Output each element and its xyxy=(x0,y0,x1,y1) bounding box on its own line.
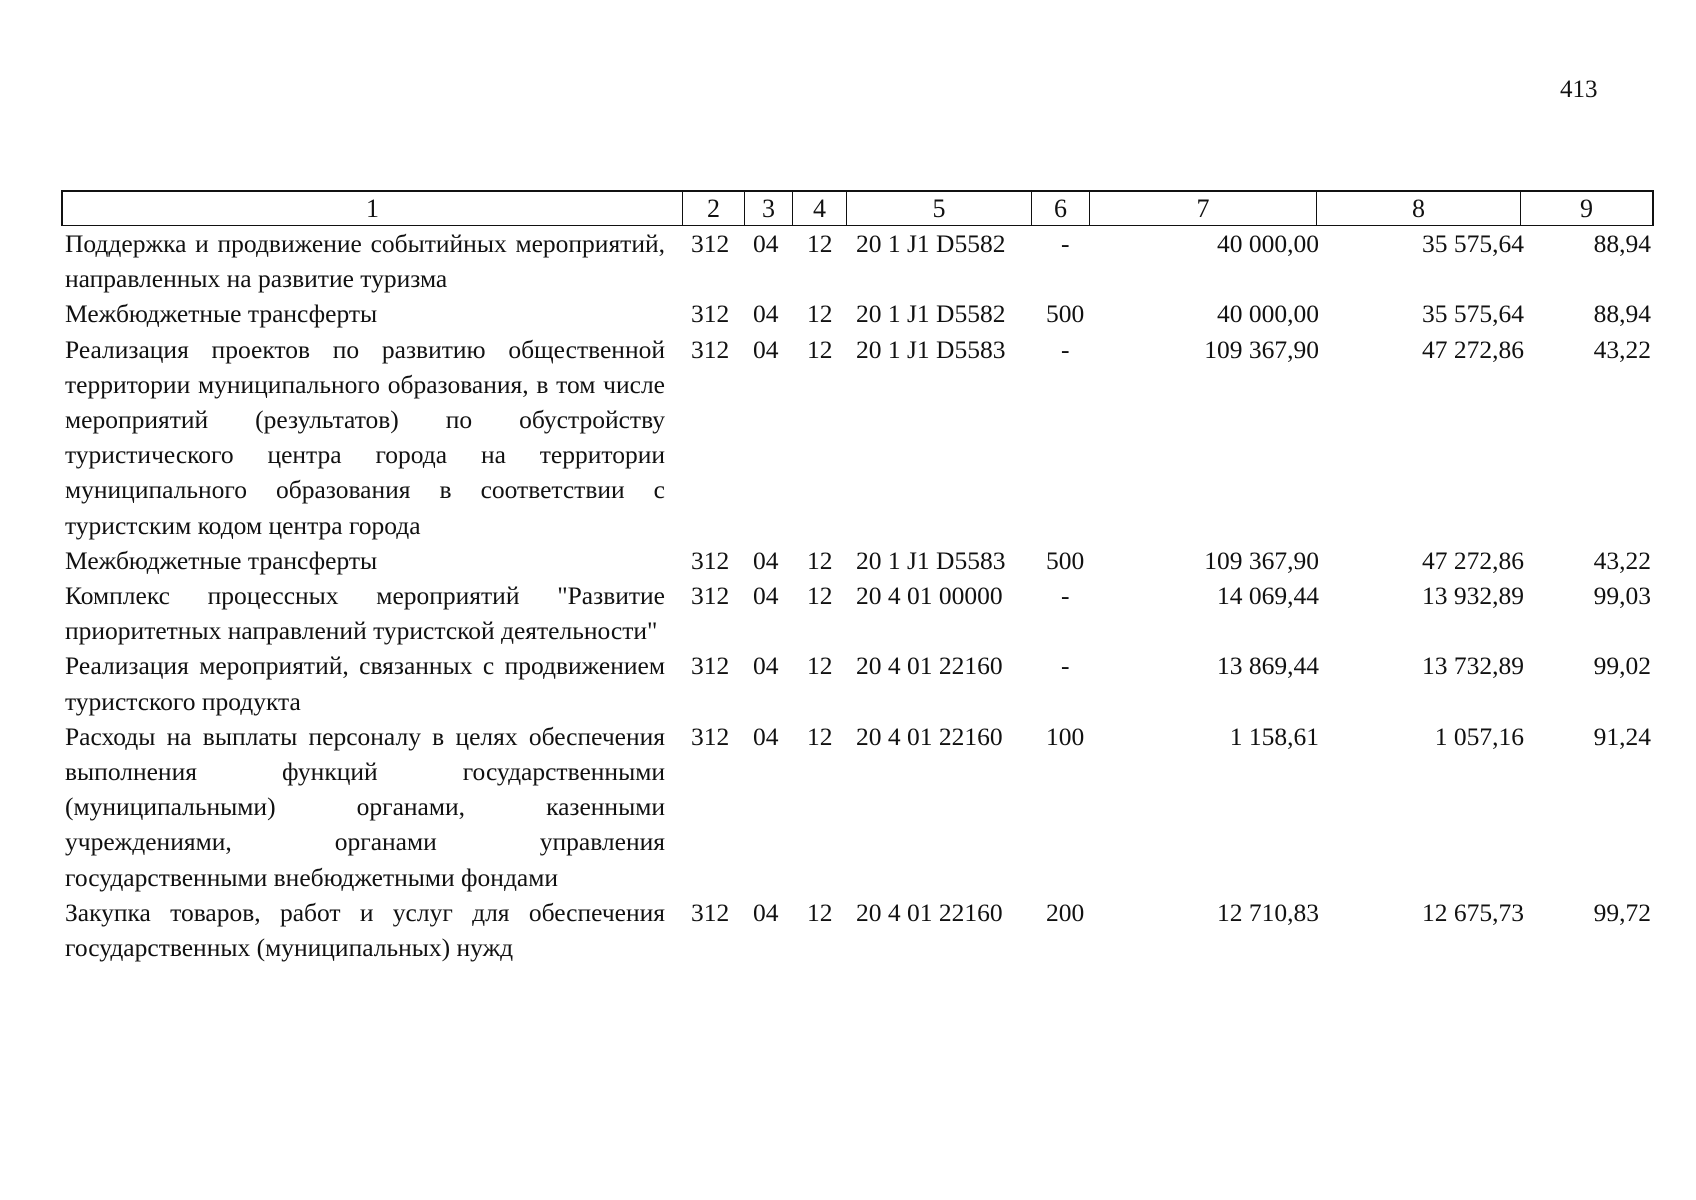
page-number: 413 xyxy=(1560,76,1598,103)
table-row xyxy=(61,332,1654,543)
row-planned-amount: 1 158,61 xyxy=(1229,721,1319,751)
row-code-target: 20 4 01 00000 xyxy=(856,581,1003,611)
header-col-3: 3 xyxy=(745,192,793,225)
row-code-target: 20 1 J1 D5582 xyxy=(856,229,1006,258)
header-col-9: 9 xyxy=(1580,194,1593,223)
table-row xyxy=(61,296,1654,331)
row-code-section: 04 xyxy=(753,651,779,681)
row-description: Реализация мероприятий, связанных с продвижением туристского продукта xyxy=(65,651,665,716)
header-col-8: 8 xyxy=(1317,192,1521,225)
row-code-section: 04 xyxy=(753,334,779,364)
row-code-expense-type: - xyxy=(1061,581,1070,611)
row-code-section: 04 xyxy=(753,545,779,575)
row-actual-amount: 13 732,89 xyxy=(1422,651,1524,681)
row-code-target: 20 1 J1 D5582 xyxy=(856,299,1006,329)
row-percent: 99,03 xyxy=(1593,581,1651,611)
row-code-admin: 312 xyxy=(691,721,730,751)
row-planned-amount: 13 869,44 xyxy=(1217,651,1319,681)
budget-table xyxy=(61,190,1654,965)
table-row xyxy=(61,578,1654,648)
row-description: Комплекс процессных мероприятий "Развитие приоритетных направлений туристской деятельности" xyxy=(65,581,665,646)
row-code-section: 04 xyxy=(753,299,779,329)
header-col-1: 1 xyxy=(63,192,683,225)
row-code-subsection: 12 xyxy=(807,545,833,575)
row-actual-amount: 47 272,86 xyxy=(1422,545,1524,575)
row-percent: 43,22 xyxy=(1593,545,1651,575)
row-code-admin: 312 xyxy=(691,334,730,364)
row-description: Поддержка и продвижение событийных мероприятий, направленных на развитие туризма xyxy=(65,229,665,294)
row-code-section: 04 xyxy=(753,229,779,258)
row-percent: 91,24 xyxy=(1593,721,1651,751)
row-code-expense-type: 500 xyxy=(1046,299,1085,329)
header-col-6: 6 xyxy=(1032,192,1090,225)
row-percent: 99,02 xyxy=(1593,651,1651,681)
row-code-subsection: 12 xyxy=(807,651,833,681)
table-row xyxy=(61,543,1654,578)
row-actual-amount: 47 272,86 xyxy=(1422,334,1524,364)
row-code-expense-type: - xyxy=(1061,229,1070,258)
row-description: Межбюджетные трансферты xyxy=(65,545,378,575)
row-actual-amount: 35 575,64 xyxy=(1422,299,1524,329)
row-actual-amount: 1 057,16 xyxy=(1434,721,1524,751)
table-row xyxy=(61,895,1654,965)
row-description: Закупка товаров, работ и услуг для обеспечения государственных (муниципальных) нужд xyxy=(65,897,665,963)
row-code-admin: 312 xyxy=(691,299,730,329)
row-code-admin: 312 xyxy=(691,581,730,611)
header-col-2: 2 xyxy=(683,192,745,225)
row-percent: 43,22 xyxy=(1593,334,1651,364)
row-percent: 88,94 xyxy=(1593,229,1651,258)
table-header xyxy=(61,190,1654,226)
row-planned-amount: 14 069,44 xyxy=(1217,581,1319,611)
row-code-expense-type: 200 xyxy=(1046,897,1085,927)
row-actual-amount: 12 675,73 xyxy=(1422,897,1524,927)
table-row xyxy=(61,719,1654,895)
row-code-target: 20 4 01 22160 xyxy=(856,651,1003,681)
row-code-target: 20 1 J1 D5583 xyxy=(856,545,1006,575)
header-col-5: 5 xyxy=(847,192,1032,225)
row-code-expense-type: 500 xyxy=(1046,545,1085,575)
table-row xyxy=(61,226,1654,296)
row-code-admin: 312 xyxy=(691,651,730,681)
row-code-subsection: 12 xyxy=(807,581,833,611)
row-code-subsection: 12 xyxy=(807,299,833,329)
row-planned-amount: 12 710,83 xyxy=(1217,897,1319,927)
row-code-expense-type: - xyxy=(1061,334,1070,364)
row-description: Расходы на выплаты персоналу в целях обеспечения выполнения функций государственными (муниципальными) органами, казенными учреждениями, органами управления государственными внебюджетными фондами xyxy=(65,721,665,892)
header-col-7: 7 xyxy=(1090,192,1317,225)
row-code-target: 20 1 J1 D5583 xyxy=(856,334,1006,364)
row-code-admin: 312 xyxy=(691,545,730,575)
header-col-4: 4 xyxy=(793,192,847,225)
row-actual-amount: 13 932,89 xyxy=(1422,581,1524,611)
row-code-admin: 312 xyxy=(691,229,730,258)
row-code-section: 04 xyxy=(753,721,779,751)
row-code-subsection: 12 xyxy=(807,334,833,364)
row-planned-amount: 40 000,00 xyxy=(1217,299,1319,329)
row-description: Реализация проектов по развитию общественной территории муниципального образования, в том числе мероприятий (результатов) по обустройству туристического центра города на территории муниципального образования в соответствии с туристским кодом центра города xyxy=(65,334,665,540)
row-planned-amount: 109 367,90 xyxy=(1204,334,1319,364)
row-description: Межбюджетные трансферты xyxy=(65,299,378,329)
row-planned-amount: 109 367,90 xyxy=(1204,545,1319,575)
row-percent: 99,72 xyxy=(1593,897,1651,927)
row-planned-amount: 40 000,00 xyxy=(1217,229,1319,258)
row-code-target: 20 4 01 22160 xyxy=(856,721,1003,751)
row-code-admin: 312 xyxy=(691,897,730,927)
row-code-subsection: 12 xyxy=(807,229,833,258)
row-code-section: 04 xyxy=(753,581,779,611)
table-row xyxy=(61,648,1654,718)
row-code-subsection: 12 xyxy=(807,897,833,927)
row-actual-amount: 35 575,64 xyxy=(1422,229,1524,258)
row-code-subsection: 12 xyxy=(807,721,833,751)
row-code-expense-type: 100 xyxy=(1046,721,1085,751)
row-code-expense-type: - xyxy=(1061,651,1070,681)
row-percent: 88,94 xyxy=(1593,299,1651,329)
row-code-target: 20 4 01 22160 xyxy=(856,897,1003,927)
table-body xyxy=(61,226,1654,965)
row-code-section: 04 xyxy=(753,897,779,927)
